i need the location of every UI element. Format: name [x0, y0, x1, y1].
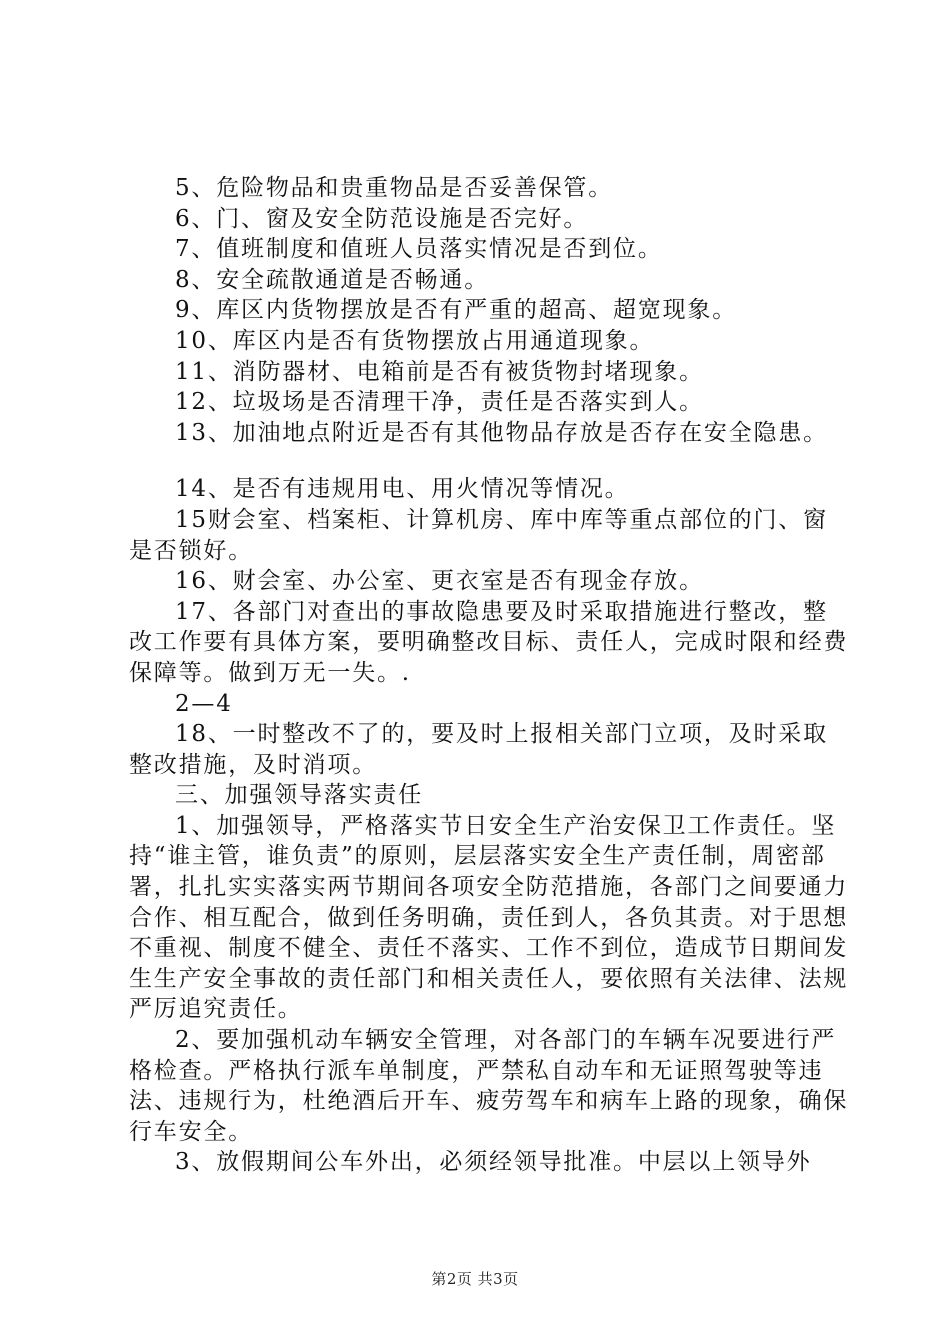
- list-item: 6、门、窗及安全防范设施是否完好。: [175, 205, 589, 232]
- list-item: 10、库区内是否有货物摆放占用通道现象。: [175, 327, 655, 354]
- list-item: 8、安全疏散通道是否畅通。: [175, 266, 490, 293]
- list-item: 11、消防器材、电箱前是否有被货物封堵现象。: [175, 358, 704, 385]
- body-paragraph: 2、要加强机动车辆安全管理，对各部门的车辆车况要进行严格检查。严格执行派车单制度，严禁私自动车和无证照驾驶等违法、违规行为，杜绝酒后开车、疲劳驾车和病车上路的现象，确保行车安全。: [129, 1027, 849, 1145]
- list-item: 5、危险物品和贵重物品是否妥善保管。: [175, 175, 614, 201]
- body-paragraph: 1、加强领导，严格落实节日安全生产治安保卫工作责任。坚持“谁主管，谁负责”的原则，层层落实安全生产责任制，周密部署，扎扎实实落实两节期间各项安全防范措施，各部门之间要通力合作、相互配合，做到任务明确，责任到人，各负其责。对于思想不重视、制度不健全、责任不落实、工作不到位，造成节日期间发生生产安全事故的责任部门和相关责任人，要依照有关法律、法规严厉追究责任。: [129, 812, 849, 1023]
- list-item: 9、库区内货物摆放是否有严重的超高、超宽现象。: [175, 297, 738, 324]
- body-paragraph: 3、放假期间公车外出，必须经领导批准。中层以上领导外: [175, 1149, 812, 1176]
- section-marker: 2—4: [175, 690, 233, 717]
- paragraph-gap: [129, 448, 849, 474]
- section-heading: 三、加强领导落实责任: [175, 782, 423, 809]
- document-body: [129, 173, 849, 1178]
- list-item: 14、是否有违规用电、用火情况等情况。: [175, 476, 630, 503]
- list-item: 7、值班制度和值班人员落实情况是否到位。: [175, 236, 663, 263]
- page-number-footer: 第2页 共3页: [431, 1270, 519, 1288]
- list-item: 15财会室、档案柜、计算机房、库中库等重点部位的门、窗是否锁好。: [129, 506, 828, 564]
- list-item: 16、财会室、办公室、更衣室是否有现金存放。: [175, 568, 704, 595]
- list-item: 13、加油地点附近是否有其他物品存放是否存在安全隐患。: [175, 419, 828, 446]
- list-item: 18、一时整改不了的，要及时上报相关部门立项，及时采取整改措施，及时消项。: [129, 721, 828, 778]
- list-item: 17、各部门对查出的事故隐患要及时采取措施进行整改，整改工作要有具体方案，要明确整改目标、责任人，完成时限和经费保障等。做到万无一失。.: [129, 598, 849, 686]
- list-item: 12、垃圾场是否清理干净，责任是否落实到人。: [175, 389, 704, 416]
